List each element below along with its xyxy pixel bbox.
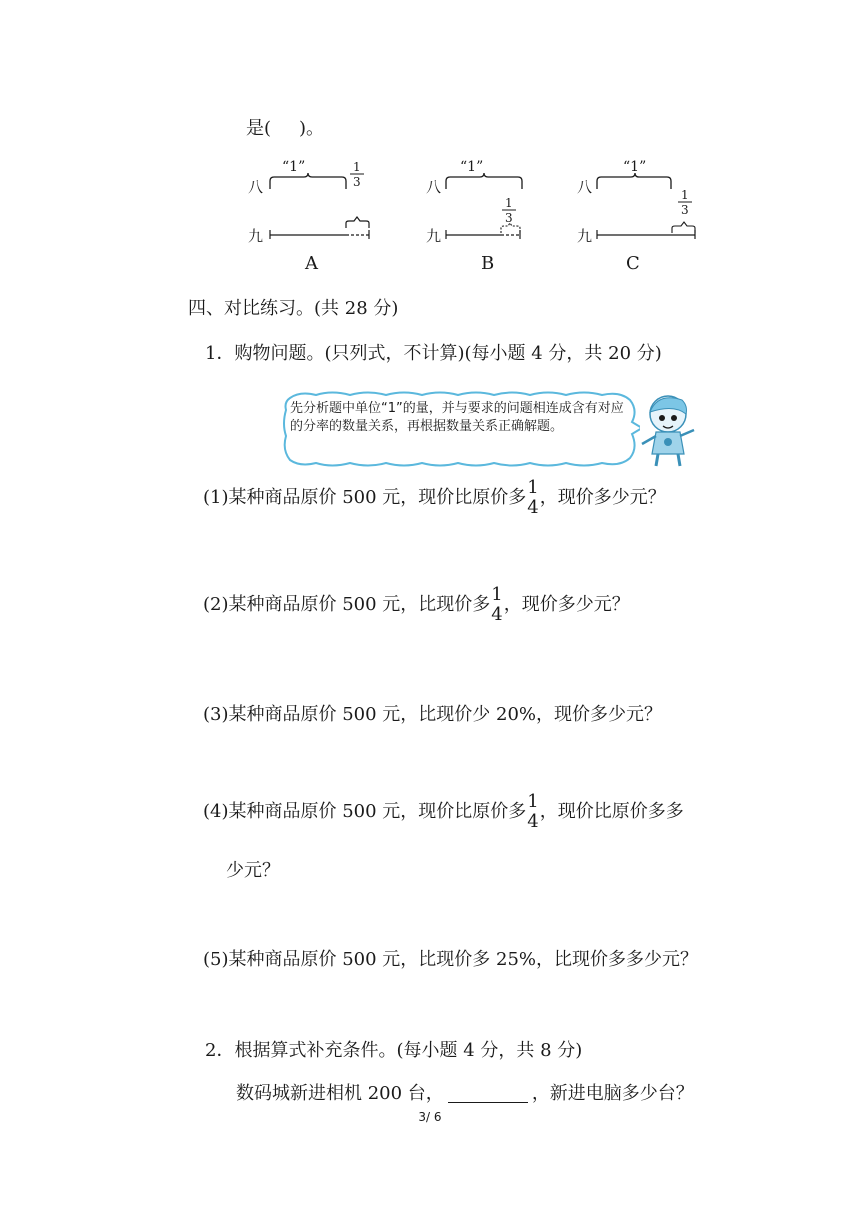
question-2-1 <box>236 1082 694 1106</box>
tip-text: 先分析题中单位“1”的量，并与要求的问题相连成含有对应的分率的数量关系，再根据数量关系正确解题。 <box>290 401 624 434</box>
mascot-icon <box>636 390 702 470</box>
item-text-end: ，现价比原价多多 <box>539 801 684 822</box>
frac-num: 1 <box>353 160 361 174</box>
intro-prefix: 是( <box>246 118 272 139</box>
option-a-label: A <box>305 253 318 274</box>
diagram-option-b <box>424 155 564 245</box>
row-label-jiu: 九 <box>248 227 264 245</box>
row-label-jiu: 九 <box>426 227 442 245</box>
intro-suffix: )。 <box>299 118 325 139</box>
row-label-ba: 八 <box>426 178 442 196</box>
fraction: 1 4 <box>527 477 539 518</box>
question-1-4 <box>203 792 684 832</box>
diagram-option-c <box>575 155 715 245</box>
question-1-1 <box>203 478 666 518</box>
option-b-label: B <box>481 253 495 274</box>
row-label-ba: 八 <box>577 178 593 196</box>
question-1-title: 1．购物问题。(只列式，不计算)(每小题 4 分，共 20 分) <box>205 343 662 364</box>
section-title: 四、对比练习。(共 28 分) <box>188 298 399 319</box>
fraction: 1 4 <box>527 791 539 832</box>
item-text-end: ，现价多少元？ <box>539 487 666 508</box>
unit-label: “1” <box>282 159 306 175</box>
option-c-label: C <box>626 253 640 274</box>
item-text: (2)某种商品原价 500 元，比现价多 <box>203 594 491 615</box>
diagram-option-a <box>246 155 386 245</box>
unit-label: “1” <box>460 159 484 175</box>
answer-blank[interactable] <box>448 1082 528 1103</box>
item-text-end: ，现价多少元？ <box>503 594 630 615</box>
row-label-ba: 八 <box>248 178 264 196</box>
question-2-title: 2．根据算式补充条件。(每小题 4 分，共 8 分) <box>205 1040 583 1061</box>
question-1-5: (5)某种商品原价 500 元，比现价多 25%，比现价多多少元？ <box>203 949 699 970</box>
question-1-2 <box>203 585 630 625</box>
page-number: 3/ 6 <box>418 1110 442 1124</box>
frac-den: 3 <box>353 175 361 189</box>
item-text-end: ，新进电脑多少台？ <box>531 1083 694 1104</box>
intro-line <box>246 117 324 141</box>
row-label-jiu: 九 <box>577 227 593 245</box>
fraction: 1 4 <box>491 584 503 625</box>
frac-num: 1 <box>505 196 513 210</box>
question-1-4-cont: 少元？ <box>226 860 280 881</box>
item-text: 数码城新进相机 200 台， <box>236 1083 444 1104</box>
unit-label: “1” <box>623 159 647 175</box>
item-text: (4)某种商品原价 500 元，现价比原价多 <box>203 801 527 822</box>
frac-den: 3 <box>681 203 689 217</box>
item-text: (1)某种商品原价 500 元，现价比原价多 <box>203 487 527 508</box>
frac-num: 1 <box>681 188 689 202</box>
question-1-3: (3)某种商品原价 500 元，比现价少 20%，现价多少元？ <box>203 704 663 725</box>
frac-den: 3 <box>505 211 513 225</box>
